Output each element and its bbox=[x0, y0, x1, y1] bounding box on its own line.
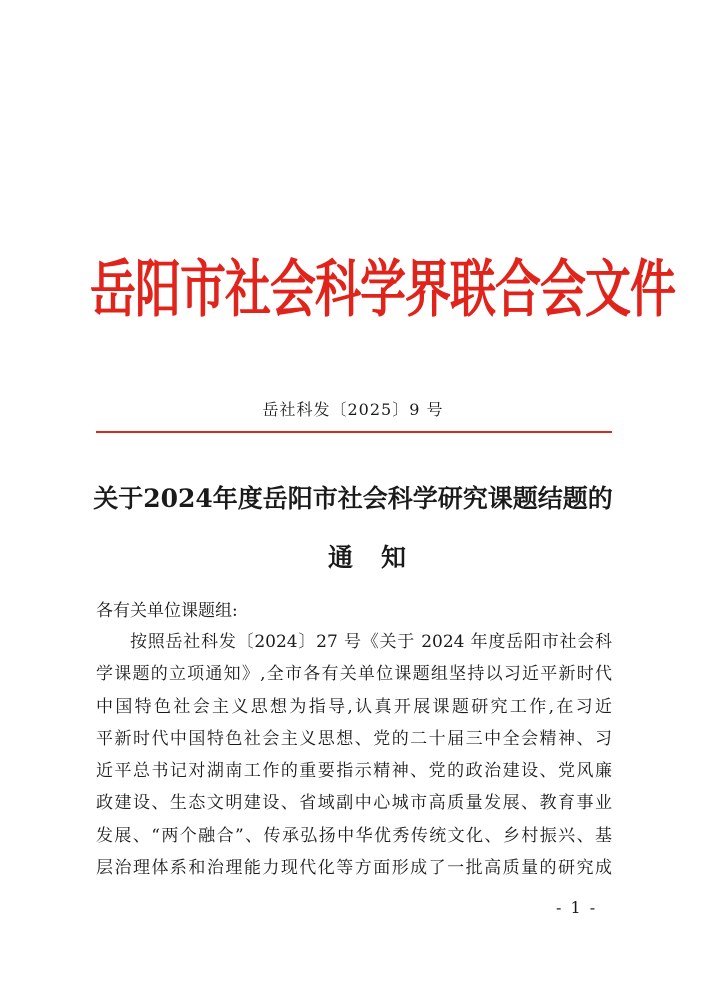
body-line: 中国特色社会主义思想为指导,认真开展课题研究工作,在习近 bbox=[96, 696, 612, 717]
issuing-organization-title: 岳阳市社会科学界联合会文件 bbox=[90, 252, 675, 326]
page-number: - 1 - bbox=[556, 898, 598, 917]
body-line: 近平总书记对湖南工作的重要指示精神、党的政治建设、党风廉 bbox=[96, 761, 612, 782]
body-line: 按照岳社科发〔2024〕27 号《关于 2024 年度岳阳市社会科 bbox=[130, 632, 612, 652]
body-line: 学课题的立项通知》,全市各有关单位课题组坚持以习近平新时代 bbox=[96, 664, 612, 685]
document-title-line-1: 关于2024年度岳阳市社会科学研究课题结题的 bbox=[93, 484, 613, 513]
red-header-rule bbox=[96, 431, 612, 433]
document-number: 岳社科发〔2025〕9 号 bbox=[262, 400, 444, 419]
document-title-line-2: 通知 bbox=[327, 543, 434, 572]
salutation: 各有关单位课题组: bbox=[96, 601, 238, 621]
body-line: 发展、“两个融合”、传承弘扬中华优秀传统文化、乡村振兴、基 bbox=[96, 825, 612, 846]
body-text bbox=[96, 626, 612, 884]
body-line: 层治理体系和治理能力现代化等方面形成了一批高质量的研究成 bbox=[96, 858, 612, 879]
body-line: 平新时代中国特色社会主义思想、党的二十届三中全会精神、习 bbox=[96, 728, 612, 749]
body-line: 政建设、生态文明建设、省域副中心城市高质量发展、教育事业 bbox=[96, 793, 612, 814]
